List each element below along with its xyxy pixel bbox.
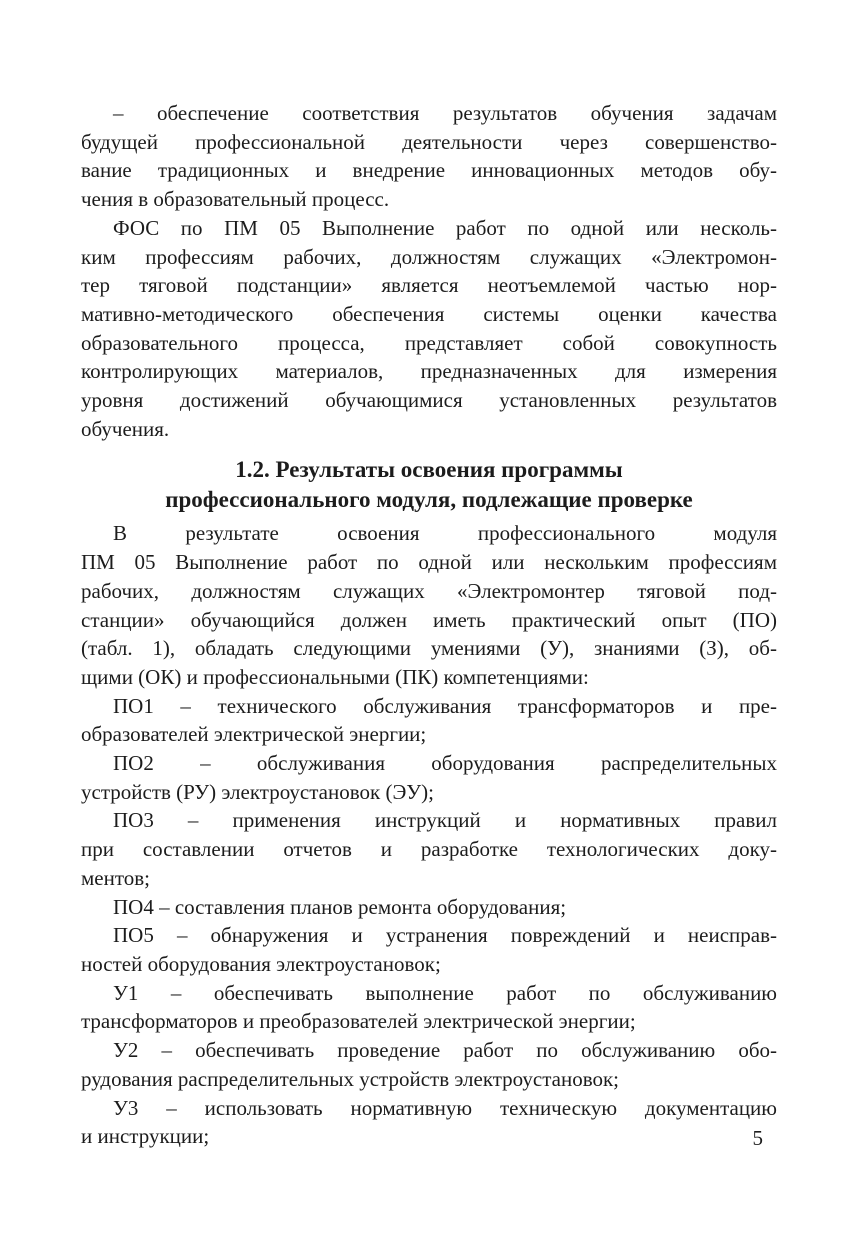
text-line: мативно-методического обеспечения системы оценки качества (81, 301, 777, 326)
text-line: У1 – обеспечивать выполнение работ по обслуживанию (113, 980, 777, 1005)
text-line: ФОС по ПМ 05 Выполнение работ по одной или несколь- (113, 215, 777, 240)
text-line: тер тяговой подстанции» является неотъемлемой частью нор- (81, 273, 777, 298)
text-line: (табл. 1), обладать следующими умениями (У), знаниями (З), об- (81, 636, 777, 661)
text-line: трансформаторов и преобразователей электрической энергии; (81, 1009, 636, 1034)
text-line: станции» обучающийся должен иметь практический опыт (ПО) (81, 607, 777, 632)
text-line: уровня достижений обучающимися установленных результатов (81, 388, 777, 413)
competency-item-po3 (81, 806, 777, 892)
text-line: ПО5 – обнаружения и устранения повреждений и неисправ- (113, 923, 777, 948)
page-number: 5 (752, 1126, 763, 1150)
paragraph-fos (81, 214, 777, 444)
text-line: образовательного процесса, представляет собой совокупность (81, 330, 777, 355)
text-line: ПО3 – применения инструкций и нормативных правил (113, 808, 777, 833)
section-heading (81, 455, 777, 515)
competency-item-po5 (81, 921, 777, 978)
heading-line: профессионального модуля, подлежащие проверке (165, 487, 693, 513)
text-line: будущей профессиональной деятельности через совершенство- (81, 129, 777, 154)
text-line: ким профессиям рабочих, должностям служащих «Электромон- (81, 244, 777, 269)
paragraph-intro (81, 99, 777, 214)
text-line: ПМ 05 Выполнение работ по одной или нескольким профессиям (81, 550, 777, 575)
text-line: рабочих, должностям служащих «Электромонтер тяговой под- (81, 578, 777, 603)
text-line: ностей оборудования электроустановок; (81, 951, 441, 976)
text-line: чения в образовательный процесс. (81, 187, 390, 212)
text-line: вание традиционных и внедрение инновационных методов обу- (81, 158, 777, 183)
text-line: ментов; (81, 865, 150, 890)
text-line: ПО2 – обслуживания оборудования распределительных (113, 751, 777, 776)
competency-item-po4 (81, 893, 777, 922)
text-line: В результате освоения профессионального модуля (113, 521, 777, 546)
competency-item-u1 (81, 979, 777, 1036)
text-line: ПО1 – технического обслуживания трансформаторов и пре- (113, 693, 777, 718)
text-line: – обеспечение соответствия результатов обучения задачам (113, 101, 777, 125)
text-line: щими (ОК) и профессиональными (ПК) компетенциями: (81, 664, 589, 689)
text-line: У2 – обеспечивать проведение работ по обслуживанию обо- (113, 1038, 777, 1063)
heading-line: 1.2. Результаты освоения программы (235, 457, 623, 483)
competency-item-u3 (81, 1094, 777, 1151)
competency-item-po1 (81, 692, 777, 749)
text-line: образователей электрической энергии; (81, 722, 427, 747)
text-line: У3 – использовать нормативную техническую документацию (113, 1095, 777, 1120)
competency-item-u2 (81, 1036, 777, 1093)
competency-item-po2 (81, 749, 777, 806)
text-line: ПО4 – составления планов ремонта оборудования; (113, 894, 567, 919)
text-line: рудования распределительных устройств электроустановок; (81, 1066, 620, 1091)
text-line: и инструкции; (81, 1124, 210, 1149)
text-line: обучения. (81, 416, 170, 441)
paragraph-result (81, 519, 777, 691)
text-line: контролирующих материалов, предназначенных для измерения (81, 359, 777, 384)
text-column (81, 99, 777, 1151)
text-line: при составлении отчетов и разработке технологических доку- (81, 837, 777, 862)
text-line: устройств (РУ) электроустановок (ЭУ); (81, 779, 435, 804)
